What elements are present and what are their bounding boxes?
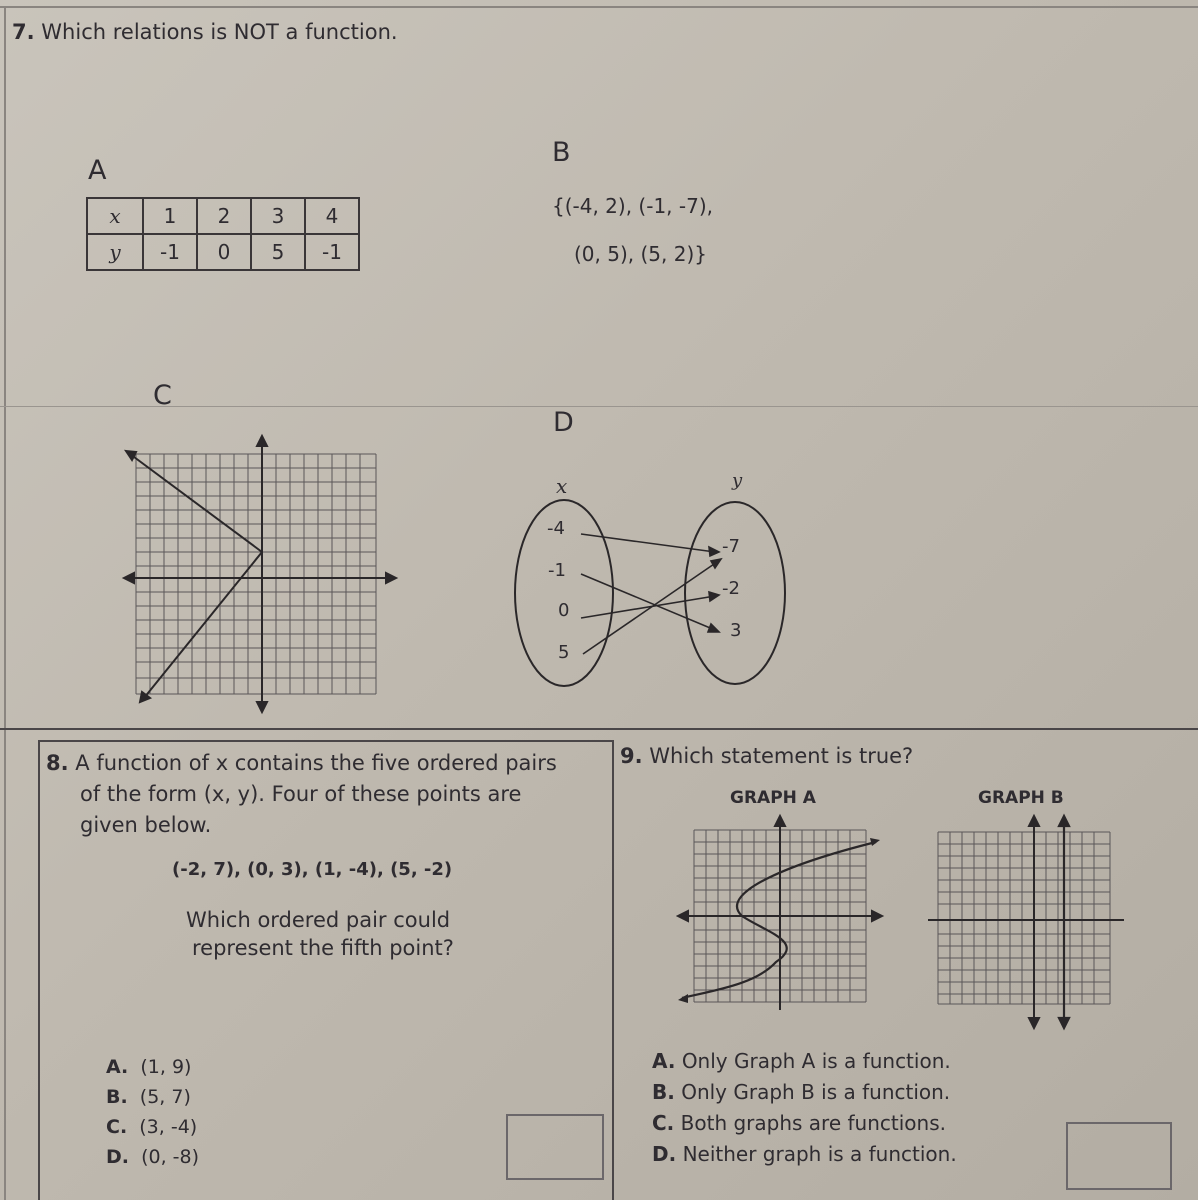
q9-number: 9. [620,744,643,768]
q8-answer-box[interactable] [506,1114,604,1180]
choice-letter: C. [652,1111,675,1135]
relation-lines [126,451,262,702]
arrow-5-to-neg7 [583,562,717,654]
q9-choice-d[interactable] [652,1139,957,1170]
q7-prompt [12,20,398,44]
q9-choice-a[interactable] [652,1046,957,1077]
choice-text: (3, -4) [139,1116,198,1138]
option-c-graph [120,432,405,717]
choice-letter: C. [106,1116,128,1138]
arrow-0-to-neg2 [581,596,715,618]
table-row-x [87,198,359,234]
option-c-label: C [153,380,172,411]
q8-text-line1: A function of x contains the five ordered pairs [75,751,557,775]
q8-choices [106,1052,199,1172]
q8-top-border [38,740,614,742]
q8-number: 8. [46,751,69,775]
y-cell: -1 [305,234,359,270]
q8-text-line2: of the form (x, y). Four of these points are [80,782,522,806]
q8-choice-b[interactable] [106,1082,199,1112]
top-rule [0,6,1198,8]
x-header: x [87,198,143,234]
choice-text: (0, -8) [141,1146,200,1168]
q9-text: Which statement is true? [649,744,914,768]
graph-a-title: GRAPH A [730,788,816,808]
q8-given-points: (-2, 7), (0, 3), (1, -4), (5, -2) [172,859,453,880]
range-value: 3 [730,620,742,641]
option-a-label: A [88,155,107,186]
q8-ask-line1: Which ordered pair could [186,908,451,932]
choice-letter: D. [652,1142,677,1166]
section-top-rule [0,728,1198,730]
q8-q9-divider [612,740,614,1200]
y-header: y [87,234,143,270]
choice-letter: B. [652,1080,675,1104]
arrow-neg1-to-3 [581,574,715,630]
x-cell: 2 [197,198,251,234]
q9-choice-b[interactable] [652,1077,957,1108]
q7-text: Which relations is NOT a function. [41,20,398,44]
choice-text: Neither graph is a function. [682,1142,957,1166]
y-cell: -1 [143,234,197,270]
option-d-label: D [553,407,574,438]
option-b-label: B [552,137,571,168]
y-cell: 5 [251,234,305,270]
q9-choice-c[interactable] [652,1108,957,1139]
mapping-x-header: x [556,474,568,498]
choice-text: Only Graph A is a function. [681,1049,951,1073]
q8-choice-a[interactable] [106,1052,199,1082]
choice-letter: A. [106,1056,129,1078]
q9-prompt [620,744,913,768]
q8-choice-d[interactable] [106,1142,199,1172]
x-cell: 1 [143,198,197,234]
choice-letter: D. [106,1146,129,1168]
y-cell: 0 [197,234,251,270]
axes [124,436,396,712]
option-b-set-line2: (0, 5), (5, 2)} [574,242,707,266]
domain-value: 0 [558,600,570,621]
mapping-y-header: y [732,470,743,491]
domain-value: -4 [547,518,565,539]
q9-choices [652,1046,957,1170]
grid [136,454,376,694]
q7-number: 7. [12,20,35,44]
q9-answer-box[interactable] [1066,1122,1172,1190]
q8-left-border [38,740,40,1200]
choice-letter: A. [652,1049,676,1073]
range-value: -2 [722,578,740,599]
range-value: -7 [722,536,740,557]
q8-text-line3: given below. [80,813,212,837]
q8-ask-line2: represent the fifth point? [192,936,454,960]
choice-text: (1, 9) [140,1056,192,1078]
choice-letter: B. [106,1086,128,1108]
choice-text: Both graphs are functions. [680,1111,946,1135]
choice-text: Only Graph B is a function. [681,1080,951,1104]
domain-value: 5 [558,642,570,663]
option-b-set-line1: {(-4, 2), (-1, -7), [552,194,713,218]
choice-text: (5, 7) [139,1086,191,1108]
graph-a [676,812,886,1012]
graph-b-title: GRAPH B [978,788,1064,808]
q8-choice-c[interactable] [106,1112,199,1142]
graph-b [924,812,1134,1032]
left-rule [4,6,6,1200]
table-row-y [87,234,359,270]
row-divider [0,406,1198,407]
domain-value: -1 [548,560,566,581]
x-cell: 4 [305,198,359,234]
option-a-table [86,197,360,271]
x-cell: 3 [251,198,305,234]
q8-line1 [46,751,557,775]
